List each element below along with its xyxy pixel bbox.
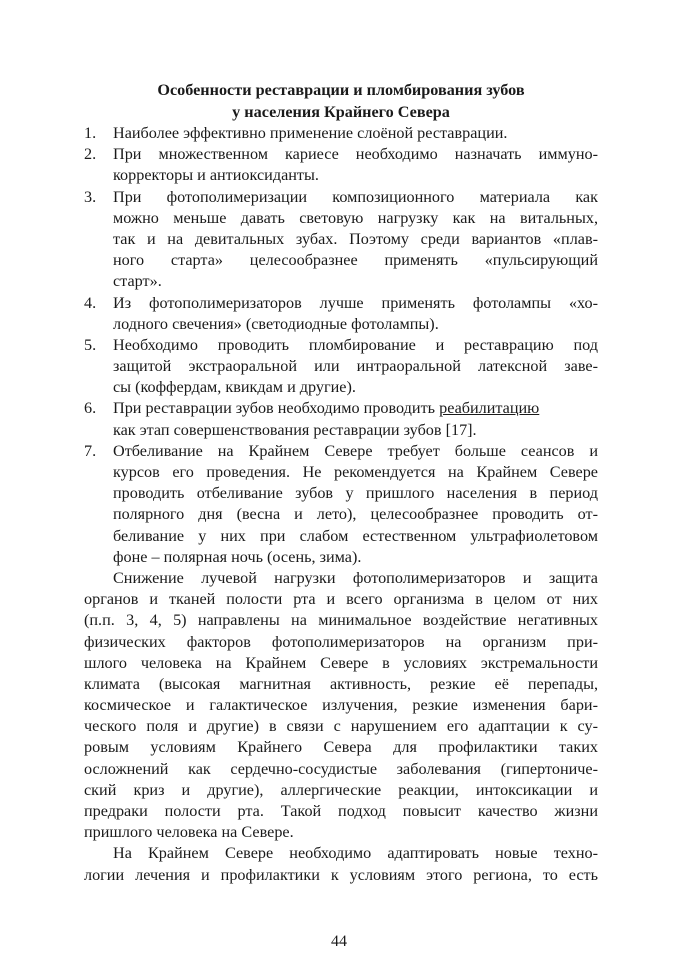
- list-item-1: [84, 123, 598, 144]
- list-text-line: можно меньше давать световую нагрузку как на витальных,: [113, 208, 598, 227]
- paragraph-line: физических факторов фотополимеризаторов на организм при-: [84, 632, 598, 651]
- list-text: Из фотополимеризаторов лучше применять фотолампы «хо-: [113, 293, 598, 312]
- page-content: [84, 80, 598, 886]
- list-text-line: беливание у них при слабом естественном ультрафиолетовом: [113, 526, 598, 545]
- title-line-1: Особенности реставрации и пломбирования зубов: [157, 81, 525, 99]
- paragraph-line: Снижение лучевой нагрузки фотополимеризаторов и защита: [113, 568, 598, 587]
- list-item-6: [84, 398, 598, 419]
- list-item-7: [84, 441, 598, 462]
- list-text: Необходимо проводить пломбирование и реставрацию под: [113, 335, 598, 354]
- paragraph-line: шлого человека на Крайнем Севере в условиях экстремальности: [84, 653, 598, 672]
- list-number: 4.: [84, 293, 97, 312]
- paragraph-line: (п.п. 3, 4, 5) направлены на минимальное воздействие негативных: [84, 611, 598, 630]
- list-text-line: так и на девитальных зубах. Поэтому среди вариантов «плав-: [113, 229, 598, 248]
- paragraph-line: климата (высокая магнитная активность, резкие её перепады,: [84, 674, 598, 693]
- list-text: Отбеливание на Крайнем Севере требует больше сеансов и: [113, 441, 598, 460]
- paragraph-line: космическое и галактическое излучения, резкие изменения бари-: [84, 696, 598, 715]
- list-text-line: старт».: [113, 272, 162, 291]
- list-text-line: как этап совершенствования реставрации зубов [17].: [113, 420, 477, 439]
- paragraph-line: ровым условиям Крайнего Севера для профилактики таких: [84, 738, 598, 757]
- list-number: 2.: [84, 145, 97, 164]
- list-text-line: полярного дня (весна и лето), целесообразнее проводить от-: [113, 505, 598, 524]
- paragraph-line: На Крайнем Севере необходимо адаптировать новые техно-: [113, 844, 598, 863]
- list-number: 6.: [84, 399, 97, 418]
- paragraph-line: предраки полости рта. Такой подход повысит качество жизни: [84, 802, 598, 820]
- paragraph-line: органов и тканей полости рта и всего организма в целом от них: [84, 590, 598, 609]
- list-text-line: ного старта» целесообразнее применять «пульсирующий: [113, 251, 598, 270]
- list-item-4: [84, 293, 598, 314]
- list-text-line: сы (коффердам, квикдам и другие).: [113, 378, 356, 397]
- list-text: Наиболее эффективно применение слоёной реставрации.: [113, 124, 508, 142]
- list-text: При множественном кариесе необходимо назначать иммуно-: [113, 145, 598, 164]
- list-text: При реставрации зубов необходимо проводить: [113, 399, 440, 418]
- paragraph-2: [84, 843, 598, 885]
- list-number: 7.: [84, 441, 97, 460]
- page-number: 44: [331, 933, 347, 950]
- title-line-2: у населения Крайнего Севера: [232, 102, 450, 121]
- list-text-line: проводить отбеливание зубов у пришлого населения в период: [113, 484, 598, 503]
- list-text-line: курсов его проведения. Не рекомендуется на Крайнем Севере: [113, 463, 598, 481]
- list-number: 5.: [84, 335, 97, 354]
- list-item-3: [84, 187, 598, 208]
- paragraph-line: ский криз и другие), аллергические реакции, интоксикации и: [84, 780, 598, 799]
- list-number: 1.: [84, 124, 97, 142]
- paragraph-line: ческого поля и другие) в связи с нарушением его адаптации к су-: [84, 717, 598, 736]
- list-text-line: корректоры и антиоксиданты.: [113, 166, 319, 185]
- page-title: [84, 80, 598, 123]
- paragraph-line: логии лечения и профилактики к условиям этого региона, то есть: [84, 865, 598, 884]
- list-item-5: [84, 335, 598, 356]
- paragraph-1: [84, 568, 598, 843]
- list-text-line: лодного свечения» (светодиодные фотолампы).: [113, 314, 439, 333]
- list-text-line: фоне – полярная ночь (осень, зима).: [113, 547, 362, 566]
- list-item-2: [84, 144, 598, 165]
- list-number: 3.: [84, 187, 97, 206]
- list-text: При фотополимеризации композиционного материала как: [113, 187, 598, 206]
- paragraph-line: пришлого человека на Севере.: [84, 823, 294, 842]
- underlined-term: реабилитацию: [439, 399, 540, 418]
- list-text-line: защитой экстраоральной или интраоральной латексной заве-: [113, 357, 598, 376]
- paragraph-line: осложнений как сердечно-сосудистые заболевания (гипертониче-: [84, 759, 598, 778]
- numbered-list: [84, 123, 598, 568]
